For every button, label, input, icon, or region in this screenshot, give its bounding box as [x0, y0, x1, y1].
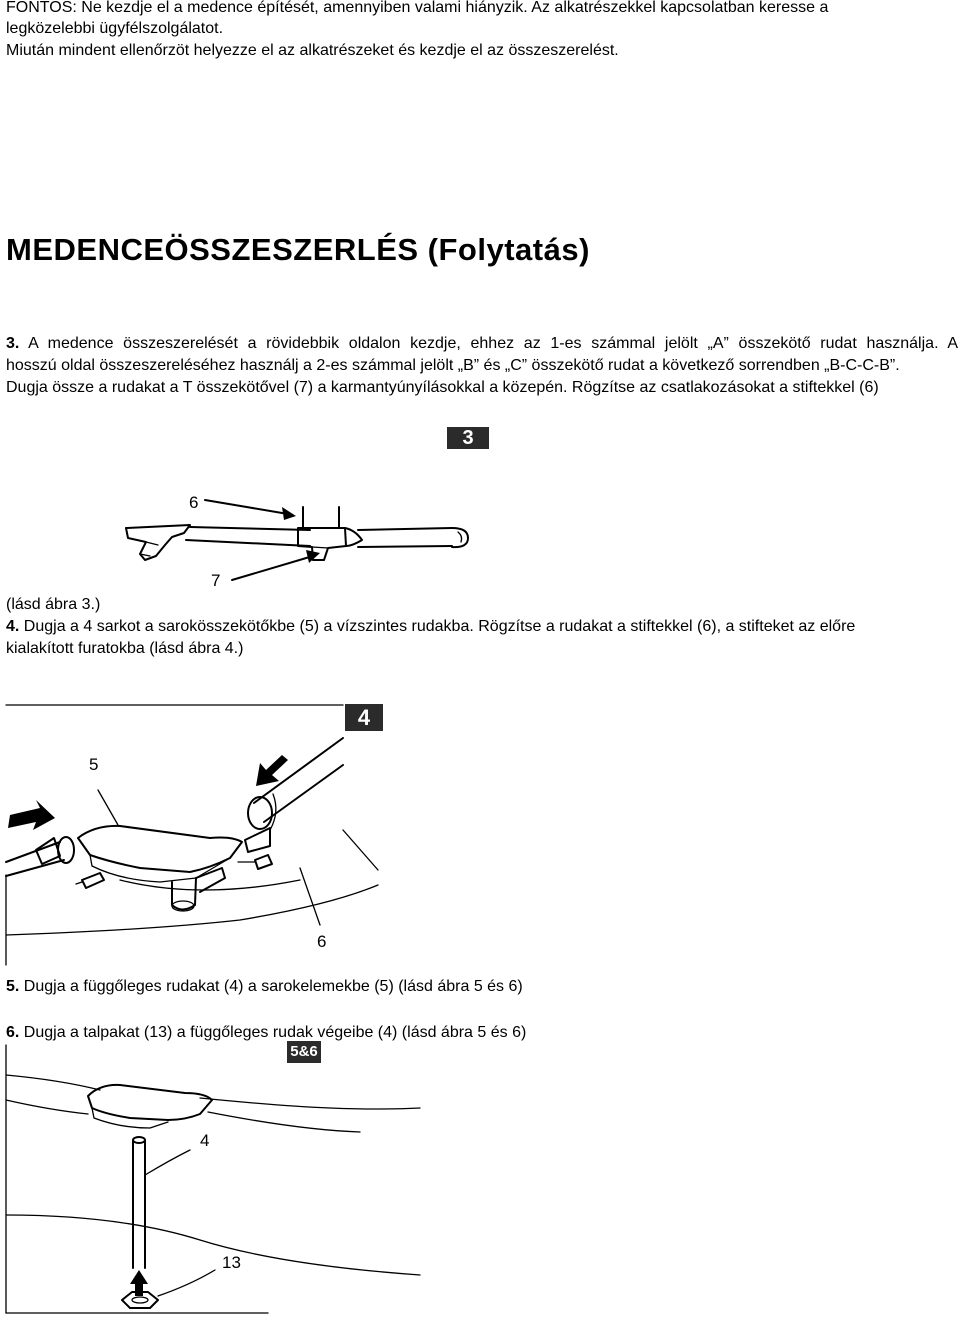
figure3-label-pin: 6 [189, 493, 199, 512]
step3-line-3: Dugja össze a rudakat a T összekötővel (7) a karmantyúnyílásokkal a közepén. Rögzítse az csatlakozásokat a stiftekkel (6) [6, 379, 879, 396]
important-line-1: Ne kezdje el a medence építését, amennyiben valami hiányzik. Az alkatrészekkel kapcsolatban keresse a [76, 0, 829, 16]
figure4-label-pin: 6 [317, 932, 327, 951]
figure3-label-tee: 7 [211, 571, 221, 590]
step4-number: 4. [6, 618, 20, 635]
step4-text-1: Dugja a 4 sarkot a sarokösszekötőkbe (5) a vízszintes rudakba. Rögzítse a rudakat a stiftekkel (6), a stifteket az előre [19, 618, 856, 635]
step3-text-1: A medence összeszerelését a rövidebbik oldalon kezdje, ehhez az 1-es számmal jelölt „A” összekötő rudat használja. A [19, 335, 958, 352]
step3-number: 3. [6, 335, 20, 352]
important-line-2: legközelebbi ügyfélszolgálatot. [6, 20, 224, 37]
figure3-badge: 3 [447, 427, 489, 449]
step6-text: Dugja a talpakat (13) a függőleges rudak végeibe (4) (lásd ábra 5 és 6) [19, 1024, 527, 1041]
step5-text: Dugja a függőleges rudakat (4) a sarokelemekbe (5) (lásd ábra 5 és 6) [19, 978, 523, 995]
step4-line-2: kialakított furatokba (lásd ábra 4.) [6, 640, 244, 657]
intro-line-3: Miután mindent ellenőrzöt helyezze el az alkatrészeket és kezdje el az összeszerelést. [6, 42, 619, 59]
figure4-badge: 4 [345, 704, 383, 731]
figure4-label-corner: 5 [89, 755, 99, 774]
step6-number: 6. [6, 1024, 20, 1041]
step5-number: 5. [6, 978, 20, 995]
step3-line-4: (lásd ábra 3.) [6, 596, 101, 613]
figure56-badge: 5&6 [287, 1041, 321, 1063]
important-prefix: FONTOS: [6, 0, 77, 16]
figure56-label-leg: 4 [200, 1131, 210, 1150]
figure56-label-foot: 13 [222, 1253, 241, 1272]
page-title: MEDENCEÖSSZESZERLÉS (Folytatás) [6, 232, 590, 267]
step3-line-2: hosszú oldal összeszereléséhez használj a 2-es számmal jelölt „B” és „C” összekötő rudat a következő sorrendben „B-C-C-B”. [6, 357, 900, 374]
